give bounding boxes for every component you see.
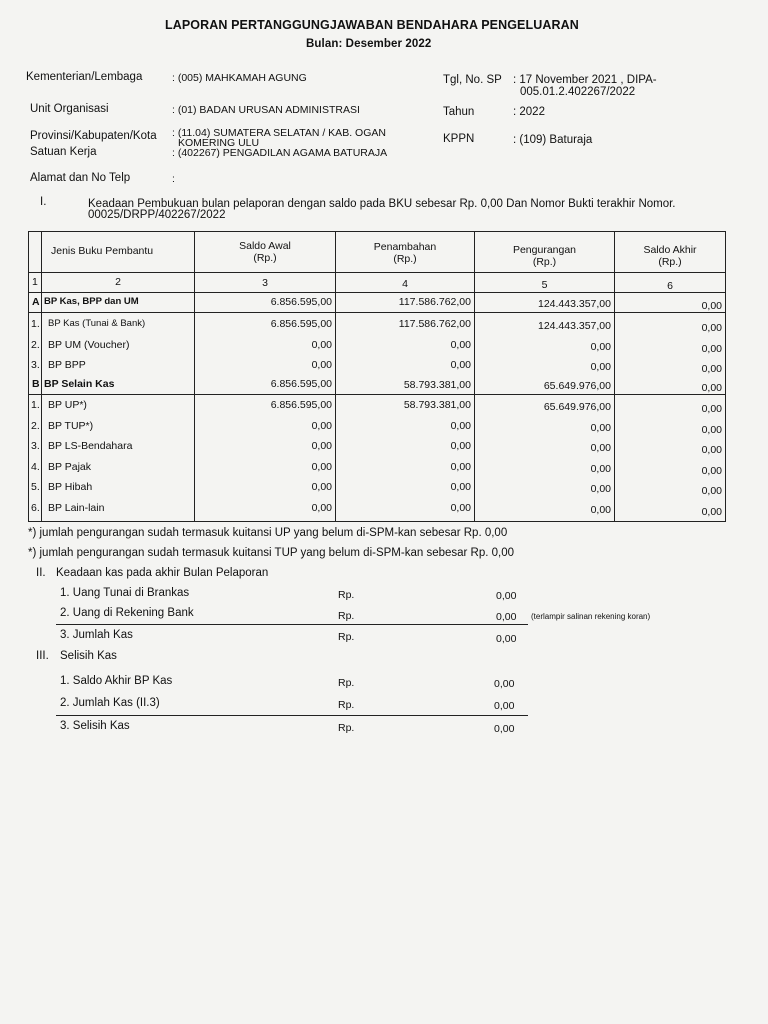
row-label: BP UP*) [48,399,87,411]
row-number: 3. [31,440,40,452]
selisih-item-amount: 0,00 [494,700,515,712]
kppn-label: KPPN [443,133,475,145]
penambahan: 0,00 [450,338,471,351]
pengurangan: 0,00 [590,483,611,495]
saldo-akhir: 0,00 [701,403,722,415]
row-number: 2. [31,419,40,432]
section2-heading: Keadaan kas pada akhir Bulan Pelaporan [56,567,269,579]
tgl-value-2: 005.01.2.402267/2022 [520,86,636,98]
saldo-akhir: 0,00 [701,322,722,334]
row-number: 2. [31,338,40,351]
header-penambahan: Penambahan [373,241,437,253]
pengurangan: 0,00 [590,361,611,373]
tgl-label: Tgl, No. SP [443,74,502,86]
satker-label: Satuan Kerja [30,146,97,158]
kas-item-label: 2. Uang di Rekening Bank [60,607,194,619]
satker-value: : (402267) PENGADILAN AGAMA BATURAJA [172,147,388,159]
saldo-awal: 6.856.595,00 [270,378,332,390]
saldo-awal: 6.856.595,00 [270,318,332,330]
kas-item-currency: Rp. [338,631,355,643]
section3-numeral: III. [36,650,49,662]
saldo-akhir: 0,00 [701,505,722,518]
section1-text-2: 00025/DRPP/402267/2022 [88,209,226,221]
section1-numeral: I. [40,196,47,208]
provinsi-value-1: : (11.04) SUMATERA SELATAN / KAB. OGAN [172,127,386,139]
ledger-table [28,231,726,522]
kas-item-currency: Rp. [338,589,355,601]
row-label: BP Pajak [48,460,91,473]
tgl-value-1: : 17 November 2021 , DIPA- [513,74,657,86]
penambahan: 117.586.762,00 [398,296,471,308]
saldo-akhir: 0,00 [701,444,722,456]
selisih-item-currency: Rp. [338,677,355,689]
unit-label: Unit Organisasi [30,103,109,115]
alamat-value: : [172,173,175,185]
saldo-awal: 0,00 [311,481,332,493]
row-label: BP UM (Voucher) [48,338,130,351]
header-pengurangan-rp: (Rp.) [532,256,557,268]
pengurangan: 0,00 [590,340,611,353]
selisih-item-amount: 0,00 [494,723,515,735]
row-number: 4. [31,460,40,473]
section1-text-1: Keadaan Pembukuan bulan pelaporan dengan saldo pada BKU sebesar Rp. 0,00 Dan Nomor Bukti terakhir Nomor. [88,198,676,210]
saldo-awal: 0,00 [311,338,332,351]
kementerian-value: : (005) MAHKAMAH AGUNG [172,72,307,84]
provinsi-label: Provinsi/Kabupaten/Kota [30,130,157,142]
row-number: 3. [31,359,40,371]
divider [56,715,528,716]
header-jenis: Jenis Buku Pembantu [51,245,154,257]
header-penambahan-rp: (Rp.) [393,253,417,265]
saldo-akhir: 0,00 [701,342,722,355]
col-number: 3 [262,277,268,289]
report-period: Bulan: Desember 2022 [306,38,432,50]
selisih-item-currency: Rp. [338,699,355,711]
penambahan: 58.793.381,00 [403,379,471,391]
pengurangan: 0,00 [590,503,611,516]
pengurangan: 124.443.357,00 [538,298,611,310]
col-number: 1 [32,276,38,288]
header-saldo-awal: Saldo Awal [239,240,291,252]
tahun-value: : 2022 [513,106,545,118]
selisih-item-label: 2. Jumlah Kas (II.3) [60,697,160,709]
penambahan: 58.793.381,00 [403,399,471,411]
header-saldo-akhir: Saldo Akhir [643,244,697,256]
saldo-awal: 0,00 [311,419,332,432]
penambahan: 117.586.762,00 [398,318,471,330]
row-label: BP LS-Bendahara [48,440,133,452]
group-label: BP Kas, BPP dan UM [44,296,139,307]
report-title: LAPORAN PERTANGGUNGJAWABAN BENDAHARA PENGELUARAN [165,18,579,32]
penambahan: 0,00 [450,481,471,493]
pengurangan: 65.649.976,00 [543,401,611,413]
penambahan: 0,00 [450,419,471,432]
saldo-awal: 6.856.595,00 [270,399,332,411]
section2-numeral: II. [36,567,46,579]
row-label: BP BPP [48,359,86,371]
kas-item-currency: Rp. [338,610,355,622]
pengurangan: 0,00 [590,421,611,434]
header-pengurangan: Pengurangan [512,244,577,256]
group-code: A [32,296,40,308]
note-up: *) jumlah pengurangan sudah termasuk kuitansi UP yang belum di-SPM-kan sebesar Rp. 0,00 [28,527,508,539]
saldo-awal: 0,00 [311,359,332,371]
saldo-akhir: 0,00 [701,363,722,375]
saldo-awal: 0,00 [311,440,332,452]
selisih-item-label: 3. Selisih Kas [60,720,130,732]
kas-item-label: 1. Uang Tunai di Brankas [60,587,190,599]
kppn-value: : (109) Baturaja [513,134,593,146]
divider [56,624,528,625]
saldo-akhir: 0,00 [701,423,722,436]
bank-statement-note: (terlampir salinan rekening koran) [531,612,651,621]
row-number: 5. [31,481,40,493]
row-label: BP TUP*) [48,419,94,432]
penambahan: 0,00 [450,460,471,473]
col-number: 5 [541,279,548,291]
saldo-akhir: 0,00 [701,485,722,497]
pengurangan: 0,00 [590,442,611,454]
pengurangan: 65.649.976,00 [543,380,611,392]
penambahan: 0,00 [450,501,471,514]
kas-item-amount: 0,00 [496,590,517,602]
header-saldo-awal-rp: (Rp.) [253,252,277,264]
kas-item-label: 3. Jumlah Kas [60,629,133,641]
section3-heading: Selisih Kas [60,650,117,662]
selisih-item-label: 1. Saldo Akhir BP Kas [60,675,173,687]
group-code: B [32,378,40,390]
saldo-awal: 0,00 [311,501,332,514]
row-label: BP Kas (Tunai & Bank) [48,318,146,329]
kas-item-amount: 0,00 [496,633,517,645]
selisih-item-amount: 0,00 [494,678,515,690]
unit-value: : (01) BADAN URUSAN ADMINISTRASI [172,104,360,116]
row-number: 1. [31,399,40,411]
note-tup: *) jumlah pengurangan sudah termasuk kuitansi TUP yang belum di-SPM-kan sebesar Rp. 0,00 [28,547,515,559]
col-number: 2 [115,276,121,288]
saldo-awal: 0,00 [311,460,332,473]
penambahan: 0,00 [450,440,471,452]
saldo-akhir: 0,00 [701,382,722,394]
penambahan: 0,00 [450,359,471,371]
row-number: 1. [31,318,40,330]
col-number: 4 [402,278,408,290]
alamat-label: Alamat dan No Telp [30,172,131,184]
row-label: BP Hibah [48,481,93,493]
kas-item-amount: 0,00 [496,611,517,623]
saldo-akhir: 0,00 [701,300,722,312]
kementerian-label: Kementerian/Lembaga [26,71,143,83]
selisih-item-currency: Rp. [338,722,355,734]
saldo-awal: 6.856.595,00 [270,296,332,308]
row-number: 6. [31,501,40,514]
row-label: BP Lain-lain [48,501,105,514]
saldo-akhir: 0,00 [701,464,722,477]
pengurangan: 0,00 [590,462,611,475]
tahun-label: Tahun [443,106,475,118]
provinsi-value-2: KOMERING ULU [178,137,260,149]
header-saldo-akhir-rp: (Rp.) [658,256,682,268]
col-number: 6 [667,280,673,292]
pengurangan: 124.443.357,00 [538,320,611,332]
group-label: BP Selain Kas [44,378,115,390]
